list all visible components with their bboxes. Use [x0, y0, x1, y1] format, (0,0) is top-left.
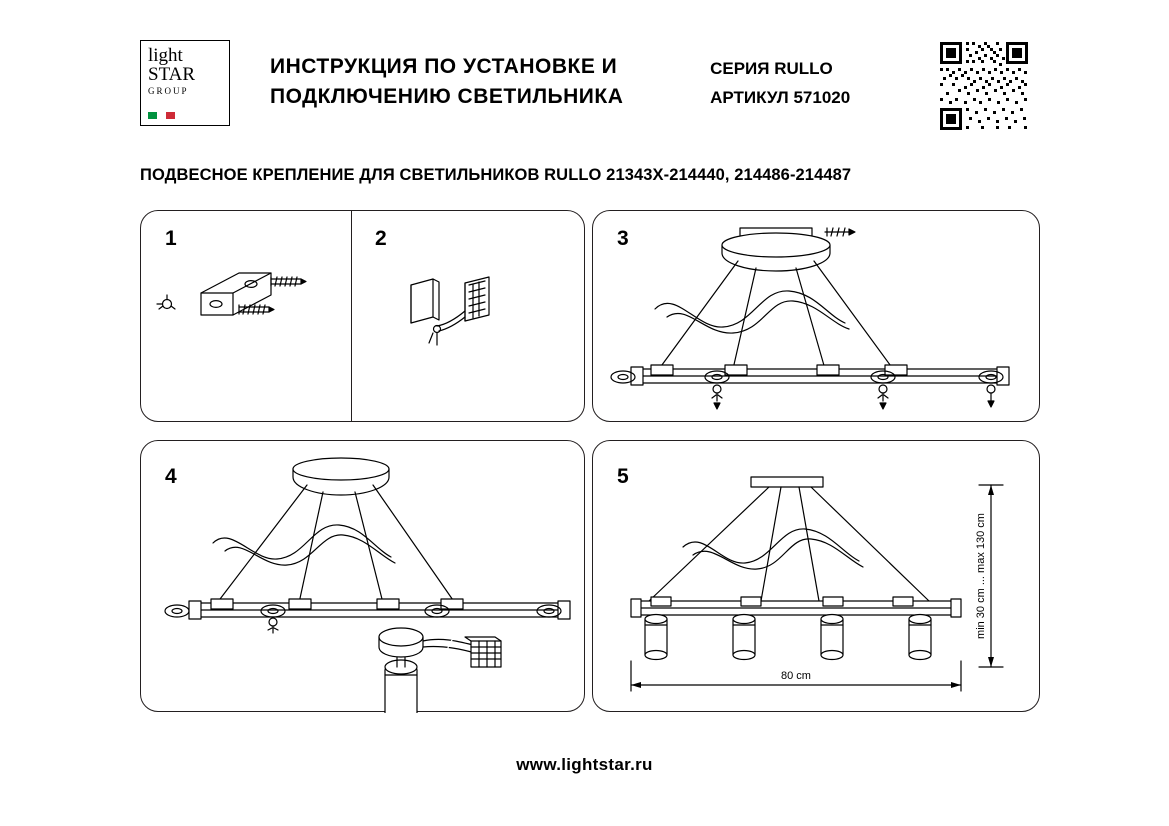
- logo-text-group: GROUP: [148, 86, 189, 96]
- title-line-1: ИНСТРУКЦИЯ ПО УСТАНОВКЕ И: [270, 55, 618, 78]
- step-3-illustration: [593, 211, 1039, 421]
- step-5-illustration: [593, 441, 1039, 711]
- qr-code: [938, 40, 1030, 132]
- height-dimension-label: min 30 cm ... max 130 cm: [975, 513, 987, 639]
- logo-text-star: STAR: [148, 64, 196, 85]
- series-label: СЕРИЯ RULLO: [710, 59, 833, 78]
- step-number-3: 3: [617, 227, 629, 250]
- step-panel-5: [592, 440, 1040, 712]
- logo-text-light: light: [148, 45, 183, 66]
- step-panel-3: [592, 210, 1040, 422]
- step-4-illustration: [141, 441, 584, 711]
- header: [140, 40, 1030, 130]
- article-label: АРТИКУЛ 571020: [710, 88, 851, 107]
- step-panel-1-2: [140, 210, 585, 422]
- step-number-1: 1: [165, 227, 177, 250]
- section-subtitle: ПОДВЕСНОЕ КРЕПЛЕНИЕ ДЛЯ СВЕТИЛЬНИКОВ RULLO 21343X-214440, 214486-214487: [140, 166, 852, 184]
- title-line-2: ПОДКЛЮЧЕНИЮ СВЕТИЛЬНИКА: [270, 85, 624, 108]
- footer-website[interactable]: www.lightstar.ru: [516, 755, 653, 774]
- step-number-5: 5: [617, 465, 629, 488]
- page-title: [270, 40, 680, 112]
- brand-logo: [140, 40, 230, 126]
- italian-flag-icon: [148, 112, 175, 119]
- product-meta: [710, 40, 920, 112]
- step-number-4: 4: [165, 465, 177, 488]
- step-number-2: 2: [375, 227, 387, 250]
- step-panel-4: [140, 440, 585, 712]
- step-1-2-illustration: [141, 211, 584, 421]
- width-dimension-label: 80 cm: [781, 670, 811, 682]
